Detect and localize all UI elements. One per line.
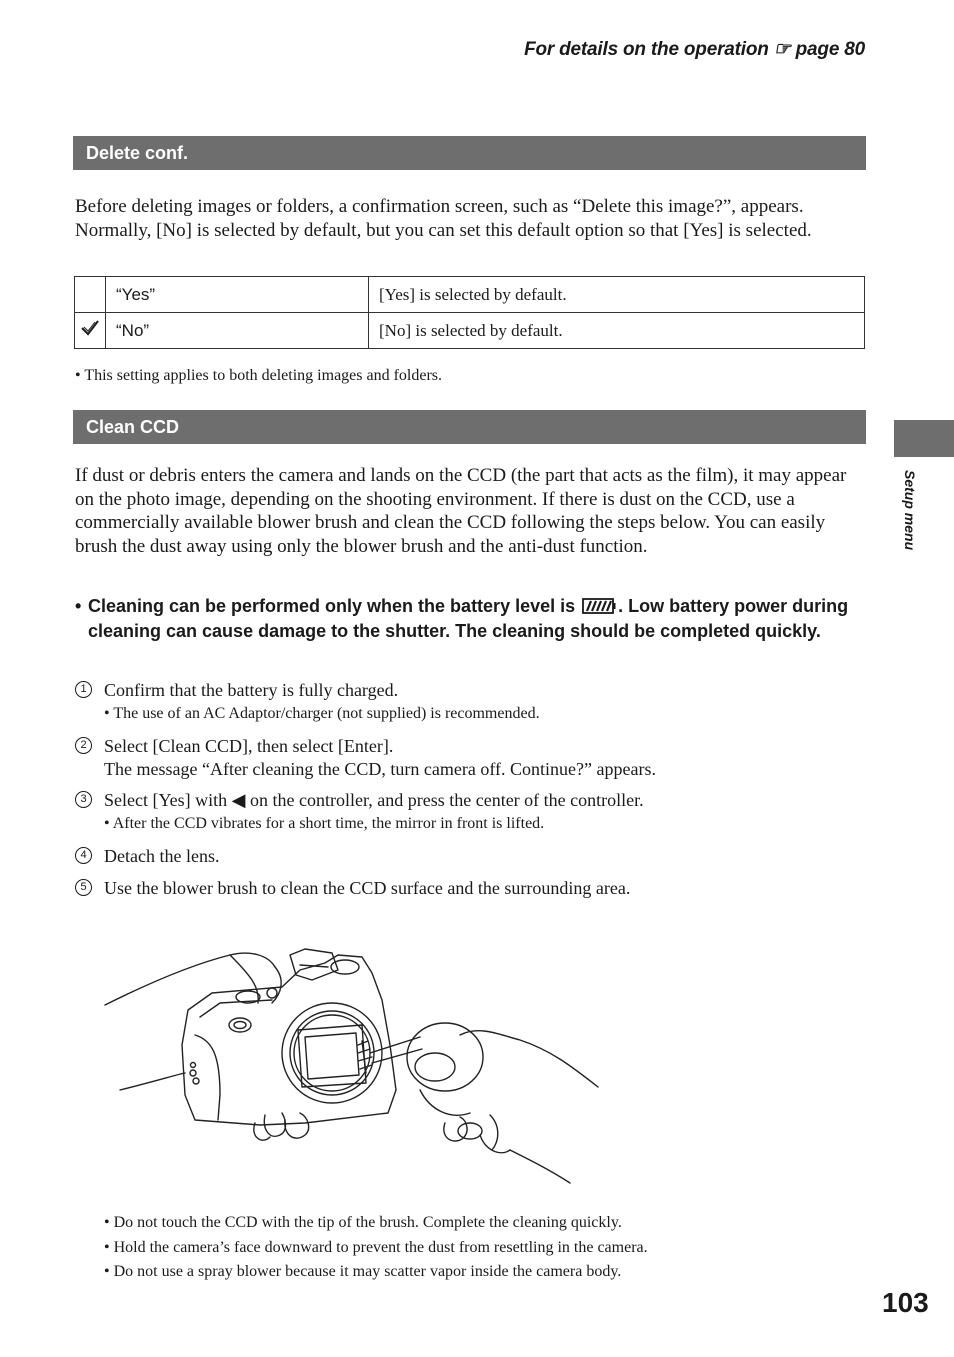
step-subnote: • After the CCD vibrates for a short time, the mirror in front is lifted. [104,814,545,832]
section-title-delete-conf: Delete conf. [73,136,866,170]
delete-conf-options-table [74,276,865,349]
step-text: Select [Clean CCD], then select [Enter]. [104,736,394,756]
running-head: For details on the operation ☞ page 80 [524,39,865,60]
step-text: Use the blower brush to clean the CCD surface and the surrounding area. [104,878,631,898]
step-number: 4 [75,847,92,864]
step-3 [75,789,865,836]
table-row [75,313,865,349]
warning-bullet: • [75,596,82,616]
clean-ccd-intro: If dust or debris enters the camera and lands on the CCD (the part that acts as the film), it may appear on the photo image, depending on the shooting environment. If there is dust on the CCD, use a commercially available blower brush and clean the CCD following the steps below. You can easily brush the dust away using only the blower brush and the anti-dust function. [75,465,847,557]
delete-conf-note: • This setting applies to both deleting images and folders. [75,367,443,384]
battery-warning [75,594,865,643]
option-desc: [No] is selected by default. [369,313,865,349]
step-text-continued: The message “After cleaning the CCD, turn camera off. Continue?” appears. [104,758,656,779]
step-text: Detach the lens. [104,846,220,866]
warning-text-part2: . Low battery power during cleaning can cause damage to the shutter. The cleaning should be completed quickly. [88,596,849,641]
option-name: “No” [106,313,369,349]
cleaning-note-2: • Hold the camera’s face downward to prevent the dust from resettling in the camera. [104,1239,648,1256]
option-mark-cell [75,313,106,349]
option-name: “Yes” [106,277,369,313]
checkmark-icon [80,319,100,337]
cleaning-note-1: • Do not touch the CCD with the tip of the brush. Complete the cleaning quickly. [104,1214,622,1231]
delete-conf-intro: Before deleting images or folders, a confirmation screen, such as “Delete this image?”, appears. Normally, [No] is selected by default, but you can set this default option so that [Yes] is selected. [75,196,812,241]
battery-full-icon [582,597,616,615]
option-mark-cell [75,277,106,313]
step-text: Confirm that the battery is fully charged. [104,680,399,700]
step-number: 1 [75,681,92,698]
camera-cleaning-illustration [100,945,610,1195]
step-number: 2 [75,737,92,754]
section-title-clean-ccd: Clean CCD [73,410,866,444]
step-text: Select [Yes] with ◀ on the controller, and press the center of the controller. [104,790,644,810]
table-row [75,277,865,313]
step-5 [75,877,865,900]
step-number: 3 [75,791,92,808]
warning-text-part1: Cleaning can be performed only when the battery level is [88,596,576,616]
side-tab-label: Setup menu [902,470,918,551]
step-1 [75,679,865,726]
page-number: 103 [882,1287,929,1318]
step-number: 5 [75,879,92,896]
option-desc: [Yes] is selected by default. [369,277,865,313]
cleaning-note-3: • Do not use a spray blower because it may scatter vapor inside the camera body. [104,1263,622,1280]
step-2 [75,735,865,780]
step-4 [75,845,865,868]
side-tab-marker [894,420,954,457]
step-subnote: • The use of an AC Adaptor/charger (not supplied) is recommended. [104,704,540,722]
